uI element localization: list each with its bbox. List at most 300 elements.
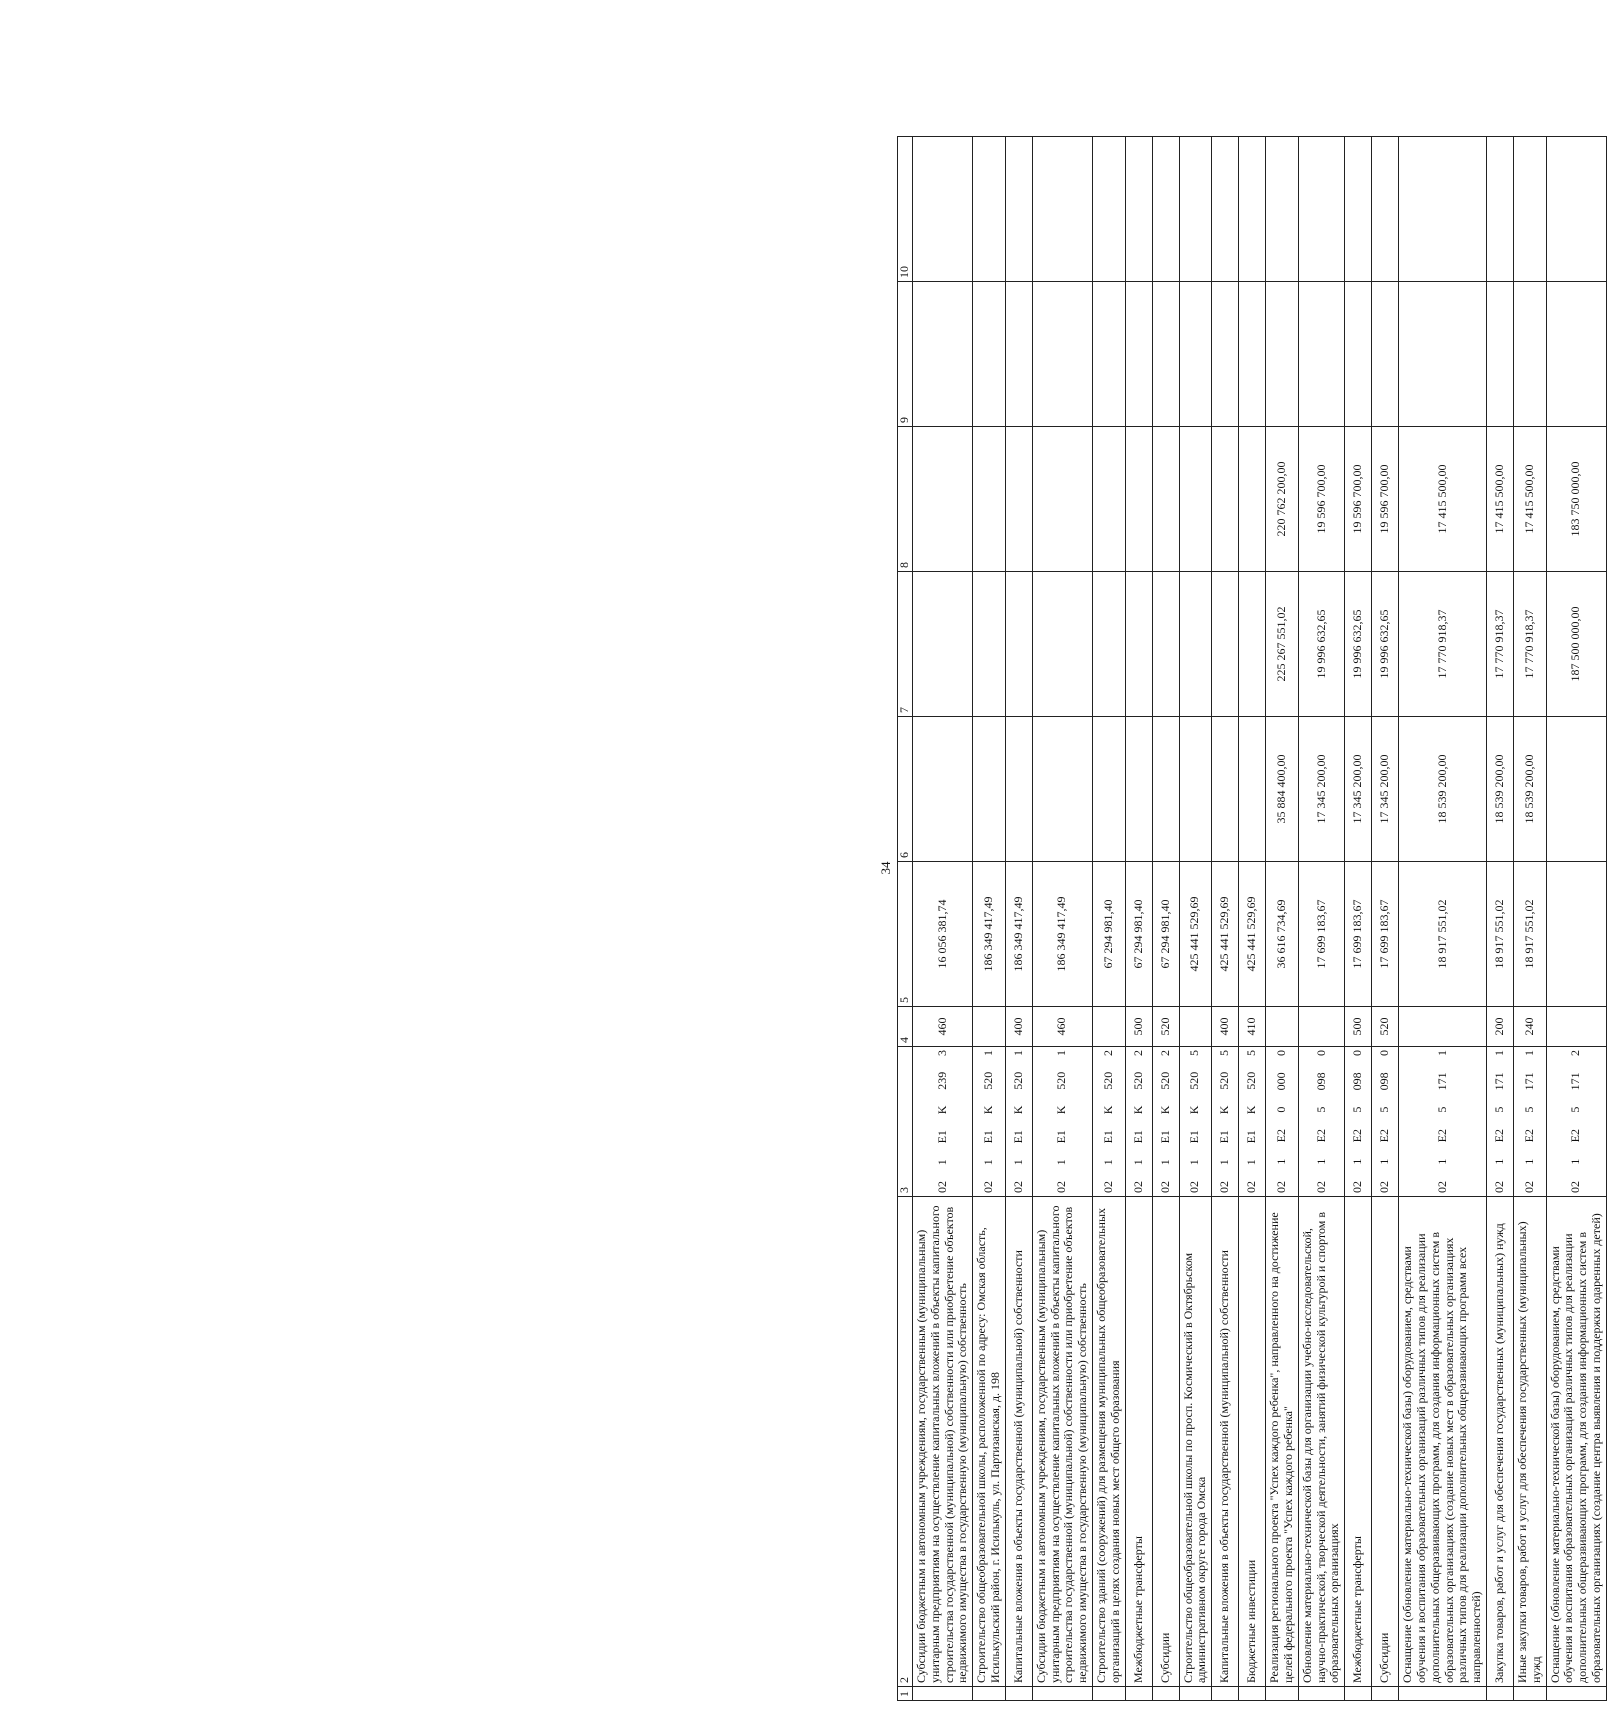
cell-vr	[1546, 1007, 1606, 1047]
cell-name: Субсидии бюджетным и автономным учреждениям, государственным (муниципальным) унитарным предприятиям на осуществление капитальных вложений в объекты капитального строительства государственной (муниципальной) собственности или приобретение объектов недвижимого имущества в государственную (муниципальную) собственность	[913, 1197, 973, 1687]
code-part: K	[1157, 1105, 1172, 1115]
code-part: 1	[1054, 1050, 1069, 1056]
cell-col-1	[1005, 1687, 1032, 1701]
cell-c8: 183 750 000,00	[1546, 427, 1606, 572]
cell-c6: 18 539 200,00	[1486, 717, 1513, 862]
code-part: E2	[1492, 1129, 1507, 1143]
cell-c8	[1152, 427, 1179, 572]
cell-c5: 186 349 417,49	[1005, 862, 1032, 1007]
table-row	[1513, 137, 1546, 1701]
cell-code	[1546, 1047, 1606, 1197]
code-part: 2	[1100, 1050, 1115, 1056]
table-body	[898, 137, 1607, 1701]
code-part: 02	[1010, 1181, 1025, 1193]
header-cell: 3	[898, 1047, 913, 1197]
header-cell: 5	[898, 862, 913, 1007]
cell-c7	[1032, 572, 1092, 717]
cell-c6: 35 884 400,00	[1266, 717, 1299, 862]
cell-c10	[1266, 137, 1299, 282]
code-part: 0	[1377, 1050, 1392, 1057]
code-part: 520	[1100, 1071, 1115, 1090]
cell-c6: 18 539 200,00	[1399, 717, 1487, 862]
cell-vr: 460	[1032, 1007, 1092, 1047]
header-cell: 10	[898, 137, 913, 282]
code-part: 0	[1274, 1050, 1289, 1057]
code-part: 520	[1187, 1071, 1202, 1090]
code-part: 02	[1568, 1181, 1583, 1193]
cell-code	[1032, 1047, 1092, 1197]
code-part: 171	[1434, 1072, 1449, 1091]
code-part: 02	[1377, 1181, 1392, 1193]
table-row	[1239, 137, 1266, 1701]
cell-c9	[1546, 282, 1606, 427]
cell-c8	[1212, 427, 1239, 572]
cell-c7	[1005, 572, 1032, 717]
cell-c9	[1239, 282, 1266, 427]
code-part: 02	[1521, 1181, 1536, 1193]
cell-vr: 520	[1152, 1007, 1179, 1047]
cell-c7	[1212, 572, 1239, 717]
cell-col-1	[973, 1687, 1006, 1701]
cell-c6: 17 345 200,00	[1372, 717, 1399, 862]
cell-c6	[1179, 717, 1212, 862]
code-part: 1	[1568, 1158, 1583, 1165]
code-part: 171	[1492, 1072, 1507, 1091]
code-part: 1	[981, 1159, 996, 1166]
cell-vr: 500	[1125, 1007, 1152, 1047]
cell-code	[973, 1047, 1006, 1197]
code-part: 239	[934, 1071, 949, 1090]
header-cell: 4	[898, 1007, 913, 1047]
code-part: 0	[1350, 1050, 1365, 1057]
code-part: 5	[1217, 1050, 1232, 1056]
cell-c9	[1298, 282, 1344, 427]
header-row	[898, 137, 913, 1701]
cell-c7: 19 996 632,65	[1298, 572, 1344, 717]
code-part: 520	[1130, 1071, 1145, 1090]
cell-c5: 67 294 981,40	[1092, 862, 1125, 1007]
cell-c6: 18 539 200,00	[1513, 717, 1546, 862]
cell-c10	[1032, 137, 1092, 282]
code-part: 02	[1100, 1181, 1115, 1193]
cell-c10	[1546, 137, 1606, 282]
code-part: 000	[1274, 1072, 1289, 1091]
table-row	[973, 137, 1006, 1701]
cell-c5: 67 294 981,40	[1152, 862, 1179, 1007]
cell-c8: 19 596 700,00	[1298, 427, 1344, 572]
cell-name: Субсидии	[1372, 1197, 1399, 1687]
code-part: 1	[934, 1159, 949, 1166]
cell-col-1	[1372, 1687, 1399, 1701]
cell-c10	[1125, 137, 1152, 282]
cell-col-1	[1032, 1687, 1092, 1701]
table-row	[1372, 137, 1399, 1701]
cell-c7	[913, 572, 973, 717]
cell-vr: 460	[913, 1007, 973, 1047]
code-part: 5	[1568, 1106, 1583, 1113]
cell-c10	[1399, 137, 1487, 282]
code-part: E2	[1350, 1129, 1365, 1143]
table-row	[1486, 137, 1513, 1701]
cell-vr: 400	[1005, 1007, 1032, 1047]
cell-c9	[1372, 282, 1399, 427]
cell-c10	[1152, 137, 1179, 282]
cell-c6	[973, 717, 1006, 862]
cell-c6	[1212, 717, 1239, 862]
cell-c8: 17 415 500,00	[1513, 427, 1546, 572]
cell-c9	[1399, 282, 1487, 427]
code-part: 1	[981, 1050, 996, 1056]
cell-name: Обновление материально-технической базы для организации учебно-исследовательской, научно-практической, творческой деятельности, занятий физической культурой и спортом в образовательных организациях	[1298, 1197, 1344, 1687]
header-cell: 7	[898, 572, 913, 717]
code-part: 098	[1350, 1072, 1365, 1091]
cell-code	[1486, 1047, 1513, 1197]
code-part: 520	[1157, 1071, 1172, 1090]
code-part: 2	[1568, 1050, 1583, 1057]
code-part: 5	[1492, 1106, 1507, 1113]
code-part: E2	[1434, 1129, 1449, 1143]
cell-c6: 17 345 200,00	[1345, 717, 1372, 862]
cell-code	[1345, 1047, 1372, 1197]
cell-c6	[1005, 717, 1032, 862]
code-part: 520	[981, 1071, 996, 1090]
code-part: 5	[1377, 1106, 1392, 1113]
code-part: 2	[1157, 1050, 1172, 1056]
code-part: K	[934, 1105, 949, 1115]
code-part: K	[1217, 1105, 1232, 1115]
cell-name: Бюджетные инвестиции	[1239, 1197, 1266, 1687]
cell-c8	[1125, 427, 1152, 572]
code-part: 0	[1313, 1050, 1328, 1057]
cell-vr: 200	[1486, 1007, 1513, 1047]
code-part: 5	[1187, 1050, 1202, 1056]
cell-code	[913, 1047, 973, 1197]
cell-col-1	[1486, 1687, 1513, 1701]
code-part: 1	[1217, 1159, 1232, 1166]
cell-c8: 17 415 500,00	[1399, 427, 1487, 572]
cell-code	[1298, 1047, 1344, 1197]
cell-c5: 17 699 183,67	[1372, 862, 1399, 1007]
table-row	[1005, 137, 1032, 1701]
cell-col-1	[1125, 1687, 1152, 1701]
cell-name: Капитальные вложения в объекты государственной (муниципальной) собственности	[1005, 1197, 1032, 1687]
table-row	[1266, 137, 1299, 1701]
cell-c10	[1092, 137, 1125, 282]
cell-code	[1212, 1047, 1239, 1197]
code-part: E1	[981, 1130, 996, 1144]
cell-c8: 19 596 700,00	[1345, 427, 1372, 572]
code-part: 520	[1010, 1071, 1025, 1090]
code-part: E1	[1054, 1130, 1069, 1144]
code-part: 1	[1274, 1158, 1289, 1165]
code-part: 02	[1434, 1181, 1449, 1193]
table-row	[1125, 137, 1152, 1701]
cell-col-1	[1152, 1687, 1179, 1701]
header-cell: 2	[898, 1197, 913, 1687]
cell-c10	[1345, 137, 1372, 282]
code-part: 1	[1130, 1159, 1145, 1166]
cell-c8	[1179, 427, 1212, 572]
cell-vr: 240	[1513, 1007, 1546, 1047]
code-part: 520	[1217, 1071, 1232, 1090]
cell-c8: 220 762 200,00	[1266, 427, 1299, 572]
cell-name: Строительство общеобразовательной школы, расположенной по адресу: Омская область, Исилькульский район, г. Исилькуль, ул. Партизанская, д. 198	[973, 1197, 1006, 1687]
cell-c7	[1179, 572, 1212, 717]
code-part: 1	[1434, 1050, 1449, 1057]
budget-table	[897, 136, 1607, 1701]
table-row	[1212, 137, 1239, 1701]
cell-c5: 16 056 381,74	[913, 862, 973, 1007]
code-part: K	[981, 1105, 996, 1115]
cell-c7: 19 996 632,65	[1345, 572, 1372, 717]
table-row	[1546, 137, 1606, 1701]
cell-name: Субсидии	[1152, 1197, 1179, 1687]
cell-c5: 425 441 529,69	[1179, 862, 1212, 1007]
cell-code	[1125, 1047, 1152, 1197]
cell-vr	[973, 1007, 1006, 1047]
cell-c7: 17 770 918,37	[1486, 572, 1513, 717]
cell-col-1	[1179, 1687, 1212, 1701]
code-part: 5	[1434, 1106, 1449, 1113]
code-part: E2	[1521, 1129, 1536, 1143]
code-part: 1	[1377, 1158, 1392, 1165]
cell-c5	[1546, 862, 1606, 1007]
code-part: E1	[1217, 1130, 1232, 1144]
header-cell: 9	[898, 282, 913, 427]
code-part: E1	[1157, 1130, 1172, 1144]
code-part: 02	[1217, 1181, 1232, 1193]
cell-col-1	[1239, 1687, 1266, 1701]
cell-c6: 17 345 200,00	[1298, 717, 1344, 862]
cell-c6	[1092, 717, 1125, 862]
cell-c6	[1546, 717, 1606, 862]
cell-c8	[1239, 427, 1266, 572]
code-part: 5	[1521, 1106, 1536, 1113]
cell-col-1	[1546, 1687, 1606, 1701]
cell-c7: 225 267 551,02	[1266, 572, 1299, 717]
code-part: 1	[1054, 1159, 1069, 1166]
cell-vr: 500	[1345, 1007, 1372, 1047]
header-cell: 6	[898, 717, 913, 862]
code-part: E2	[1313, 1129, 1328, 1143]
cell-col-1	[913, 1687, 973, 1701]
cell-c7	[1092, 572, 1125, 717]
cell-c5: 18 917 551,02	[1399, 862, 1487, 1007]
code-part: E1	[1130, 1130, 1145, 1144]
cell-c9	[1266, 282, 1299, 427]
cell-code	[1399, 1047, 1487, 1197]
cell-c7: 17 770 918,37	[1399, 572, 1487, 717]
cell-name: Закупка товаров, работ и услуг для обеспечения государственных (муниципальных) нужд	[1486, 1197, 1513, 1687]
cell-code	[1372, 1047, 1399, 1197]
cell-c10	[1005, 137, 1032, 282]
cell-c10	[1179, 137, 1212, 282]
code-part: 02	[1492, 1181, 1507, 1193]
code-part: E2	[1568, 1129, 1583, 1143]
cell-c8	[973, 427, 1006, 572]
cell-c9	[1513, 282, 1546, 427]
cell-c9	[1032, 282, 1092, 427]
cell-name: Капитальные вложения в объекты государственной (муниципальной) собственности	[1212, 1197, 1239, 1687]
code-part: 1	[1187, 1159, 1202, 1166]
code-part: K	[1187, 1105, 1202, 1115]
cell-c10	[1372, 137, 1399, 282]
table-row	[1399, 137, 1487, 1701]
cell-c6	[1239, 717, 1266, 862]
cell-c8	[1092, 427, 1125, 572]
code-part: 1	[1350, 1158, 1365, 1165]
cell-c10	[1212, 137, 1239, 282]
cell-c8: 19 596 700,00	[1372, 427, 1399, 572]
cell-c10	[1298, 137, 1344, 282]
code-part: 1	[1157, 1159, 1172, 1166]
table-row	[1345, 137, 1372, 1701]
cell-c7	[1239, 572, 1266, 717]
cell-c5: 67 294 981,40	[1125, 862, 1152, 1007]
code-part: 02	[1187, 1181, 1202, 1193]
code-part: E1	[1010, 1130, 1025, 1144]
code-part: 1	[1492, 1158, 1507, 1165]
code-part: 1	[1492, 1050, 1507, 1057]
code-part: 02	[1130, 1181, 1145, 1193]
code-part: E1	[1100, 1130, 1115, 1144]
cell-col-1	[1266, 1687, 1299, 1701]
code-part: 02	[1054, 1181, 1069, 1193]
cell-c10	[1239, 137, 1266, 282]
cell-code	[1005, 1047, 1032, 1197]
cell-code	[1239, 1047, 1266, 1197]
cell-c7	[973, 572, 1006, 717]
cell-c5: 18 917 551,02	[1486, 862, 1513, 1007]
code-part: 1	[1521, 1158, 1536, 1165]
table-row	[1152, 137, 1179, 1701]
cell-col-1	[1345, 1687, 1372, 1701]
code-part: 02	[1157, 1181, 1172, 1193]
header-cell: 8	[898, 427, 913, 572]
cell-col-1	[1399, 1687, 1487, 1701]
cell-c9	[1345, 282, 1372, 427]
cell-c5: 17 699 183,67	[1345, 862, 1372, 1007]
cell-name: Строительство зданий (сооружений) для размещения муниципальных общеобразовательных организаций в целях создания новых мест общего образования	[1092, 1197, 1125, 1687]
cell-col-1	[1513, 1687, 1546, 1701]
cell-vr: 410	[1239, 1007, 1266, 1047]
cell-c10	[973, 137, 1006, 282]
code-part: 1	[1434, 1158, 1449, 1165]
code-part: E2	[1274, 1129, 1289, 1143]
cell-c7: 187 500 000,00	[1546, 572, 1606, 717]
cell-name: Оснащение (обновление материально-технической базы) оборудованием, средствами обучения и воспитания образовательных организаций различных типов для реализации дополнительных общеразвивающих программ, для создания информационных систем в образовательных организациях (создание новых мест в образовательных организациях различных типов для реализации дополнительных общеразвивающих программ всех направленностей)	[1399, 1197, 1487, 1687]
code-part: E2	[1377, 1129, 1392, 1143]
cell-c9	[973, 282, 1006, 427]
code-part: 098	[1313, 1072, 1328, 1091]
code-part: 1	[1521, 1050, 1536, 1057]
cell-code	[1179, 1047, 1212, 1197]
cell-c9	[1092, 282, 1125, 427]
code-part: 1	[1010, 1050, 1025, 1056]
cell-c8	[913, 427, 973, 572]
code-part: 1	[1010, 1159, 1025, 1166]
cell-c8	[1032, 427, 1092, 572]
cell-col-1	[1212, 1687, 1239, 1701]
cell-c5: 36 616 734,69	[1266, 862, 1299, 1007]
cell-c8	[1005, 427, 1032, 572]
cell-vr	[1399, 1007, 1487, 1047]
code-part: K	[1130, 1105, 1145, 1115]
code-part: 02	[1313, 1181, 1328, 1193]
cell-c5: 425 441 529,69	[1239, 862, 1266, 1007]
cell-name: Межбюджетные трансферты	[1125, 1197, 1152, 1687]
cell-code	[1513, 1047, 1546, 1197]
code-part: E1	[934, 1130, 949, 1144]
cell-c7: 17 770 918,37	[1513, 572, 1546, 717]
cell-c5: 17 699 183,67	[1298, 862, 1344, 1007]
cell-name: Оснащение (обновление материально-технической базы) оборудованием, средствами обучения и воспитания образовательных организаций различных типов для реализации дополнительных общеразвивающих программ, для создания информационных систем в образовательных организациях (создание центра выявления и поддержки одаренных детей)	[1546, 1197, 1606, 1687]
cell-c6	[1125, 717, 1152, 862]
code-part: 1	[1100, 1159, 1115, 1166]
cell-c7	[1125, 572, 1152, 717]
code-part: K	[1010, 1105, 1025, 1115]
code-part: 1	[1244, 1159, 1259, 1166]
cell-c9	[1152, 282, 1179, 427]
cell-vr: 400	[1212, 1007, 1239, 1047]
cell-c5: 186 349 417,49	[1032, 862, 1092, 1007]
code-part: 1	[1313, 1158, 1328, 1165]
code-part: 5	[1244, 1050, 1259, 1056]
cell-vr	[1179, 1007, 1212, 1047]
cell-c7	[1152, 572, 1179, 717]
table-row	[913, 137, 973, 1701]
table-row	[1032, 137, 1092, 1701]
cell-c10	[1513, 137, 1546, 282]
cell-name: Субсидии бюджетным и автономным учреждениям, государственным (муниципальным) унитарным предприятиям на осуществление капитальных вложений в объекты капитального строительства государственной (муниципальной) собственности или приобретение объектов недвижимого имущества в государственную (муниципальную) собственность	[1032, 1197, 1092, 1687]
cell-c6	[913, 717, 973, 862]
cell-name: Реализация регионального проекта "Успех каждого ребенка", направленного на достижение целей федерального проекта "Успех каждого ребенка"	[1266, 1197, 1299, 1687]
cell-c10	[913, 137, 973, 282]
cell-c9	[1179, 282, 1212, 427]
code-part: K	[1054, 1105, 1069, 1115]
code-part: 3	[934, 1050, 949, 1056]
code-part: 0	[1274, 1106, 1289, 1113]
cell-c7: 19 996 632,65	[1372, 572, 1399, 717]
code-part: 02	[934, 1181, 949, 1193]
code-part: 02	[981, 1181, 996, 1193]
cell-code	[1092, 1047, 1125, 1197]
header-cell: 1	[898, 1687, 913, 1701]
code-part: K	[1100, 1105, 1115, 1115]
table-row	[1092, 137, 1125, 1701]
cell-c8: 17 415 500,00	[1486, 427, 1513, 572]
cell-col-1	[1092, 1687, 1125, 1701]
code-part: 098	[1377, 1072, 1392, 1091]
cell-c9	[913, 282, 973, 427]
cell-vr	[1266, 1007, 1299, 1047]
page-number: 34	[878, 861, 893, 875]
code-part: 02	[1244, 1181, 1259, 1193]
cell-name: Строительство общеобразовательной школы по просп. Космический в Октябрьском административном округе города Омска	[1179, 1197, 1212, 1687]
code-part: 2	[1130, 1050, 1145, 1056]
cell-c9	[1486, 282, 1513, 427]
cell-c5: 186 349 417,49	[973, 862, 1006, 1007]
code-part: 171	[1521, 1072, 1536, 1091]
cell-col-1	[1298, 1687, 1344, 1701]
cell-c5: 18 917 551,02	[1513, 862, 1546, 1007]
cell-code	[1152, 1047, 1179, 1197]
cell-code	[1266, 1047, 1299, 1197]
table-row	[1298, 137, 1344, 1701]
code-part: E1	[1244, 1130, 1259, 1144]
cell-vr	[1092, 1007, 1125, 1047]
code-part: 02	[1274, 1181, 1289, 1193]
